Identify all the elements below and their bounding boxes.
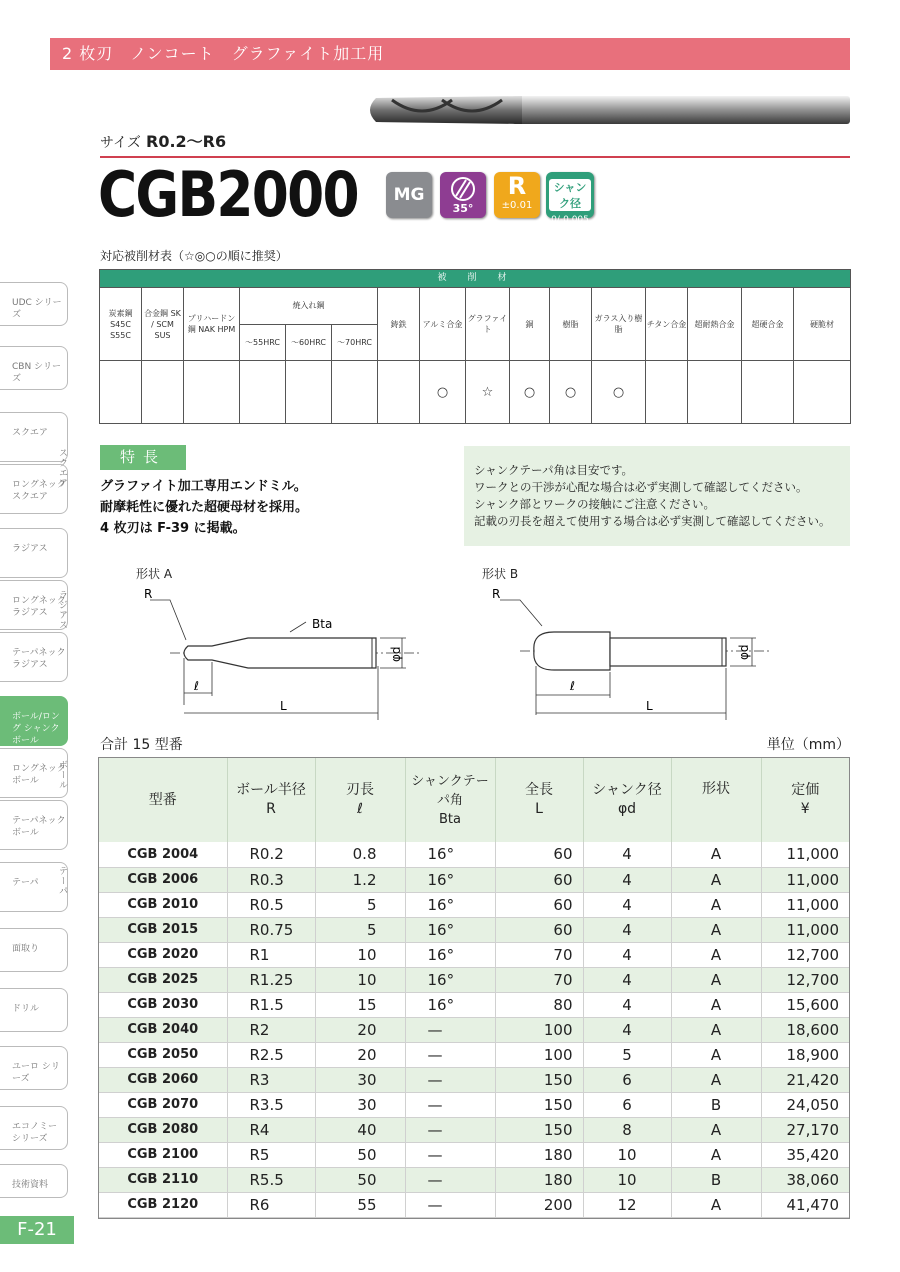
mark-h60 xyxy=(286,361,332,424)
cell-shank: 12 xyxy=(583,1192,671,1217)
table-row xyxy=(99,942,849,967)
cell-price: 41,470 xyxy=(761,1192,849,1217)
cell-shank: 10 xyxy=(583,1167,671,1192)
col-graphite: グラファイト xyxy=(466,288,510,361)
cell-price: 11,000 xyxy=(761,892,849,917)
mg-grade-badge: MG xyxy=(386,172,432,218)
material-table xyxy=(99,269,851,424)
helix-angle-badge xyxy=(440,172,486,218)
cell-radius: R5.5 xyxy=(227,1167,315,1192)
cell-code: CGB 2100 xyxy=(99,1142,227,1167)
sidebar-tab[interactable]: ロングネック ラジアス xyxy=(0,580,68,630)
sidebar-tab[interactable]: エコノミー シリーズ xyxy=(0,1106,68,1150)
cell-shank: 6 xyxy=(583,1092,671,1117)
cell-code: CGB 2010 xyxy=(99,892,227,917)
col-carbide: 超硬合金 xyxy=(742,288,794,361)
cell-flute: 55 xyxy=(315,1192,405,1217)
cell-code: CGB 2040 xyxy=(99,1017,227,1042)
mark-alu: ○ xyxy=(420,361,466,424)
shape-b-L: L xyxy=(646,699,653,713)
mark-resin: ○ xyxy=(550,361,592,424)
th-shank: シャンク径 φd xyxy=(583,758,671,842)
cell-length: 150 xyxy=(495,1092,583,1117)
size-range-line xyxy=(100,128,850,158)
table-row xyxy=(99,1017,849,1042)
sidebar-tab[interactable]: 技術資料 xyxy=(0,1164,68,1198)
cell-flute: 30 xyxy=(315,1092,405,1117)
cell-taper: 16° xyxy=(405,867,495,892)
cell-price: 27,170 xyxy=(761,1117,849,1142)
shank-label: シャンク径 xyxy=(549,179,591,211)
table-row xyxy=(99,967,849,992)
cell-shank: 5 xyxy=(583,1042,671,1067)
cell-radius: R2 xyxy=(227,1017,315,1042)
model-title: CGB2000 xyxy=(98,158,358,231)
cell-taper: 16° xyxy=(405,967,495,992)
mark-brittle xyxy=(794,361,851,424)
table-row xyxy=(99,1092,849,1117)
mark-alloy xyxy=(142,361,184,424)
shape-b-drawing xyxy=(480,580,780,720)
cell-length: 70 xyxy=(495,967,583,992)
cell-radius: R0.75 xyxy=(227,917,315,942)
cell-length: 150 xyxy=(495,1117,583,1142)
cell-code: CGB 2120 xyxy=(99,1192,227,1217)
features-list xyxy=(100,476,308,539)
cell-price: 21,420 xyxy=(761,1067,849,1092)
mark-titanium xyxy=(646,361,688,424)
shape-b-l: ℓ xyxy=(570,679,575,693)
cell-taper: — xyxy=(405,1192,495,1217)
sidebar-tab[interactable]: テーパネック ラジアス xyxy=(0,632,68,682)
feature-line: 4 枚刃は F-39 に掲載。 xyxy=(100,521,246,536)
cell-code: CGB 2006 xyxy=(99,867,227,892)
col-h60: ～60HRC xyxy=(286,324,332,360)
cell-length: 180 xyxy=(495,1142,583,1167)
col-prehard: プリハードン鋼 NAK HPM xyxy=(184,288,240,361)
th-length: 全長 L xyxy=(495,758,583,842)
note-line: シャンク部とワークの接触にご注意ください。 xyxy=(474,497,716,511)
cell-price: 11,000 xyxy=(761,917,849,942)
unit-label: 単位（mm） xyxy=(766,737,850,753)
mark-carbide xyxy=(742,361,794,424)
sidebar-tab[interactable]: ロングネック ボール xyxy=(0,748,68,798)
table-row xyxy=(99,917,849,942)
cell-flute: 10 xyxy=(315,942,405,967)
shape-a-r: R xyxy=(144,587,153,601)
spec-table-frame xyxy=(98,757,850,1219)
cell-code: CGB 2080 xyxy=(99,1117,227,1142)
mark-glass: ○ xyxy=(592,361,646,424)
note-line: シャンクテーパ角は目安です。 xyxy=(474,463,634,477)
sidebar-tab[interactable]: ロングネック スクエア xyxy=(0,464,68,514)
shank-tolerance-badge xyxy=(546,172,594,225)
cell-price: 18,600 xyxy=(761,1017,849,1042)
cell-taper: — xyxy=(405,1117,495,1142)
cell-price: 15,600 xyxy=(761,992,849,1017)
material-table-title: 対応被削材表（☆◎○の順に推奨） xyxy=(100,249,288,263)
cell-code: CGB 2050 xyxy=(99,1042,227,1067)
cell-shape: A xyxy=(671,967,761,992)
sidebar-tab[interactable]: テーパネック ボール xyxy=(0,800,68,850)
cell-code: CGB 2020 xyxy=(99,942,227,967)
cell-shape: A xyxy=(671,1192,761,1217)
th-code: 型番 xyxy=(99,758,227,842)
cell-radius: R3 xyxy=(227,1067,315,1092)
cell-radius: R1.5 xyxy=(227,992,315,1017)
spec-table xyxy=(99,758,849,1218)
mark-prehard xyxy=(184,361,240,424)
col-titanium: チタン合金 xyxy=(646,288,688,361)
col-copper: 銅 xyxy=(510,288,550,361)
cell-radius: R6 xyxy=(227,1192,315,1217)
col-alu: アルミ合金 xyxy=(420,288,466,361)
th-radius: ボール半径 R xyxy=(227,758,315,842)
th-flute: 刃長 ℓ xyxy=(315,758,405,842)
cell-shape: A xyxy=(671,1142,761,1167)
sidebar-tab[interactable]: ユーロ シリーズ xyxy=(0,1046,68,1090)
cell-length: 70 xyxy=(495,942,583,967)
cell-shape: A xyxy=(671,917,761,942)
table-row xyxy=(99,1142,849,1167)
cell-length: 60 xyxy=(495,842,583,867)
shape-a-drawing xyxy=(130,580,430,720)
feature-line: 耐摩耗性に優れた超硬母材を採用。 xyxy=(100,500,309,515)
table-row xyxy=(99,867,849,892)
table-row xyxy=(99,1042,849,1067)
cell-flute: 5 xyxy=(315,917,405,942)
cell-price: 11,000 xyxy=(761,867,849,892)
sidebar-tab[interactable]: ドリル xyxy=(0,988,68,1032)
cell-length: 200 xyxy=(495,1192,583,1217)
cell-taper: 16° xyxy=(405,942,495,967)
cell-code: CGB 2060 xyxy=(99,1067,227,1092)
cell-flute: 1.2 xyxy=(315,867,405,892)
cell-taper: 16° xyxy=(405,842,495,867)
col-carbon: 炭素鋼 S45C S55C xyxy=(100,288,142,361)
shape-b-d: φd xyxy=(737,644,751,660)
cell-flute: 50 xyxy=(315,1142,405,1167)
cell-code: CGB 2030 xyxy=(99,992,227,1017)
shape-a-label: 形状 A xyxy=(136,567,173,581)
cell-length: 60 xyxy=(495,917,583,942)
shape-b-label: 形状 B xyxy=(482,567,519,581)
th-price: 定価 ¥ xyxy=(761,758,849,842)
table-row xyxy=(99,1192,849,1217)
cell-length: 60 xyxy=(495,867,583,892)
cell-shank: 4 xyxy=(583,892,671,917)
table-row xyxy=(99,1117,849,1142)
col-cast: 鋳鉄 xyxy=(378,288,420,361)
feature-line: グラファイト加工専用エンドミル。 xyxy=(100,479,307,494)
cell-code: CGB 2025 xyxy=(99,967,227,992)
cell-shape: A xyxy=(671,1042,761,1067)
cell-radius: R0.5 xyxy=(227,892,315,917)
size-range: R0.2～R6 xyxy=(146,132,227,151)
note-line: ワークとの干渉が心配な場合は必ず実測して確認してください。 xyxy=(474,480,808,494)
cell-shank: 4 xyxy=(583,917,671,942)
col-heatres: 超耐熱合金 xyxy=(688,288,742,361)
cell-taper: 16° xyxy=(405,917,495,942)
mark-h55 xyxy=(240,361,286,424)
cell-flute: 5 xyxy=(315,892,405,917)
cell-shank: 4 xyxy=(583,992,671,1017)
th-shape: 形状 xyxy=(671,758,761,842)
table-row xyxy=(99,892,849,917)
mark-graphite: ☆ xyxy=(466,361,510,424)
sidebar-tab[interactable]: テーパ xyxy=(0,862,68,912)
mark-cast xyxy=(378,361,420,424)
caution-notes xyxy=(464,446,850,546)
cell-length: 150 xyxy=(495,1067,583,1092)
section-header-band: 2 枚刃 ノンコート グラファイト加工用 xyxy=(50,38,850,70)
cell-code: CGB 2015 xyxy=(99,917,227,942)
cell-length: 100 xyxy=(495,1042,583,1067)
helix-icon xyxy=(440,172,486,204)
cell-shank: 4 xyxy=(583,1017,671,1042)
cell-length: 100 xyxy=(495,1017,583,1042)
table-row xyxy=(99,992,849,1017)
cell-radius: R1.25 xyxy=(227,967,315,992)
cell-radius: R0.2 xyxy=(227,842,315,867)
shape-a-L: L xyxy=(280,699,287,713)
cell-taper: — xyxy=(405,1042,495,1067)
table-row xyxy=(99,1067,849,1092)
sidebar-tab[interactable]: 面取り xyxy=(0,928,68,972)
cell-flute: 30 xyxy=(315,1067,405,1092)
cell-flute: 40 xyxy=(315,1117,405,1142)
shape-b-r: R xyxy=(492,587,501,601)
cell-code: CGB 2110 xyxy=(99,1167,227,1192)
cell-price: 11,000 xyxy=(761,842,849,867)
cell-flute: 20 xyxy=(315,1017,405,1042)
helix-angle-value: 35° xyxy=(452,202,474,215)
page-number: F-21 xyxy=(0,1216,74,1244)
col-glass: ガラス入り樹脂 xyxy=(592,288,646,361)
total-models: 合計 15 型番 xyxy=(100,737,183,753)
cell-length: 80 xyxy=(495,992,583,1017)
mark-heatres xyxy=(688,361,742,424)
shape-a-bta: Bta xyxy=(312,617,333,631)
col-alloy: 合金鋼 SK / SCM SUS xyxy=(142,288,184,361)
mark-h70 xyxy=(332,361,378,424)
cell-flute: 50 xyxy=(315,1167,405,1192)
sidebar-group-label: ラジアス xyxy=(57,590,67,630)
cell-price: 12,700 xyxy=(761,942,849,967)
sidebar-group-label: テーパ xyxy=(57,866,67,896)
cell-flute: 20 xyxy=(315,1042,405,1067)
mark-copper: ○ xyxy=(510,361,550,424)
cell-length: 180 xyxy=(495,1167,583,1192)
radius-symbol: R xyxy=(507,172,527,200)
cell-taper: 16° xyxy=(405,992,495,1017)
cell-shape: A xyxy=(671,867,761,892)
size-label: サイズ xyxy=(100,135,141,151)
features-tag: 特長 xyxy=(100,445,186,470)
cell-radius: R0.3 xyxy=(227,867,315,892)
mark-carbon xyxy=(100,361,142,424)
cell-shape: A xyxy=(671,942,761,967)
col-hardened: 焼入れ鋼 xyxy=(240,288,378,324)
cell-taper: — xyxy=(405,1167,495,1192)
cell-shape: B xyxy=(671,1167,761,1192)
endmill-photo xyxy=(362,92,852,128)
shank-tolerance: 0/-0.005 xyxy=(551,215,589,225)
radius-tolerance: ±0.01 xyxy=(501,200,533,211)
cell-price: 12,700 xyxy=(761,967,849,992)
cell-price: 35,420 xyxy=(761,1142,849,1167)
note-line: 記載の刃長を超えて使用する場合は必ず実測して確認してください。 xyxy=(474,514,831,528)
cell-flute: 15 xyxy=(315,992,405,1017)
cell-taper: 16° xyxy=(405,892,495,917)
material-header: 被 削 材 xyxy=(100,270,851,288)
cell-price: 18,900 xyxy=(761,1042,849,1067)
cell-shank: 10 xyxy=(583,1142,671,1167)
cell-code: CGB 2004 xyxy=(99,842,227,867)
cell-shape: A xyxy=(671,842,761,867)
cell-taper: — xyxy=(405,1092,495,1117)
sidebar-tab[interactable]: スクエア xyxy=(0,412,68,462)
cell-radius: R1 xyxy=(227,942,315,967)
cell-shape: B xyxy=(671,1092,761,1117)
col-h55: ～55HRC xyxy=(240,324,286,360)
cell-shank: 4 xyxy=(583,867,671,892)
cell-length: 60 xyxy=(495,892,583,917)
cell-shape: A xyxy=(671,892,761,917)
sidebar-group-label: ボール xyxy=(57,760,67,790)
cell-shank: 6 xyxy=(583,1067,671,1092)
sidebar-tab[interactable]: ラジアス xyxy=(0,528,68,578)
cell-code: CGB 2070 xyxy=(99,1092,227,1117)
cell-shank: 4 xyxy=(583,942,671,967)
cell-radius: R3.5 xyxy=(227,1092,315,1117)
cell-price: 38,060 xyxy=(761,1167,849,1192)
cell-price: 24,050 xyxy=(761,1092,849,1117)
cell-shape: A xyxy=(671,1017,761,1042)
cell-radius: R4 xyxy=(227,1117,315,1142)
sidebar-group-label: スクエア xyxy=(57,448,67,488)
col-h70: ～70HRC xyxy=(332,324,378,360)
cell-shape: A xyxy=(671,1117,761,1142)
cell-taper: — xyxy=(405,1142,495,1167)
table-row xyxy=(99,1167,849,1192)
cell-shape: A xyxy=(671,1067,761,1092)
th-taper: シャンクテーパ角 Bta xyxy=(405,758,495,842)
cell-shank: 4 xyxy=(583,842,671,867)
sidebar-tab[interactable]: CBN シリーズ xyxy=(0,346,68,390)
cell-flute: 10 xyxy=(315,967,405,992)
cell-radius: R5 xyxy=(227,1142,315,1167)
cell-taper: — xyxy=(405,1067,495,1092)
radius-tolerance-badge xyxy=(494,172,540,218)
sidebar-tab[interactable]: ボール/ロング シャンクボール xyxy=(0,696,68,746)
table-row xyxy=(99,842,849,867)
col-resin: 樹脂 xyxy=(550,288,592,361)
cell-radius: R2.5 xyxy=(227,1042,315,1067)
sidebar-tab[interactable]: UDC シリーズ xyxy=(0,282,68,326)
shape-a-d: φd xyxy=(389,646,403,662)
cell-shank: 8 xyxy=(583,1117,671,1142)
cell-shank: 4 xyxy=(583,967,671,992)
cell-shape: A xyxy=(671,992,761,1017)
col-brittle: 硬脆材 xyxy=(794,288,851,361)
cell-flute: 0.8 xyxy=(315,842,405,867)
cell-taper: — xyxy=(405,1017,495,1042)
shape-a-l: ℓ xyxy=(194,679,199,693)
